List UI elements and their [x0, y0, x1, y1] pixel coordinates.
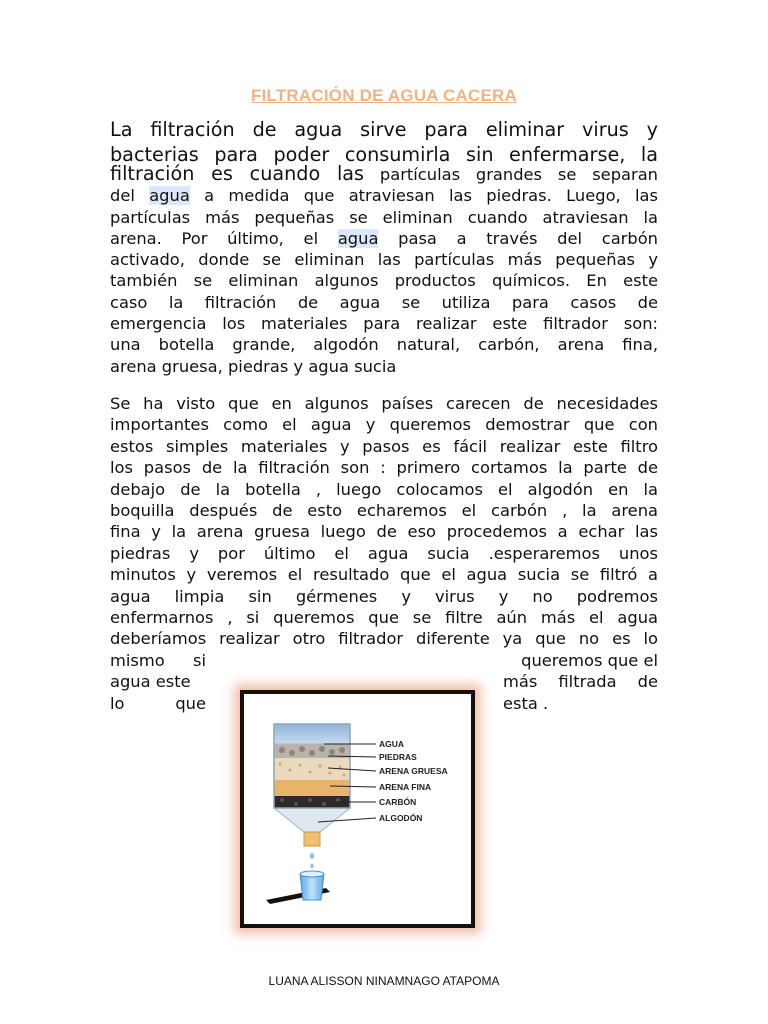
highlighted-word: agua: [149, 186, 190, 206]
label-algodon: ALGODÓN: [379, 813, 423, 823]
paragraph-line: importantes como el agua y queremos demostrar que con: [110, 415, 658, 435]
author-footer: LUANA ALISSON NINAMNAGO ATAPOMA: [268, 974, 500, 988]
paragraph-text: arena. Por último, el: [110, 228, 338, 248]
paragraph-text: queremos que el: [521, 650, 658, 670]
water-filter-figure: [240, 690, 475, 928]
paragraph-text: más filtrada de: [503, 672, 658, 692]
water-filter-bottle-illustration: [244, 694, 471, 924]
paragraph-line: Se ha visto que en algunos países carecen de necesidades: [110, 394, 658, 413]
paragraph-1-body: [110, 162, 658, 377]
paragraph-line: La filtración de agua sirve para eliminar virus y: [110, 118, 658, 141]
label-carbon: CARBÓN: [379, 797, 417, 807]
paragraph-line: agua limpia sin gérmenes y virus y no podremos: [110, 586, 658, 606]
paragraph-line-mixed: [110, 163, 658, 185]
label-arena-gruesa: ARENA GRUESA: [379, 766, 448, 776]
paragraph-text: lo: [110, 693, 125, 713]
paragraph-text: si: [192, 650, 206, 670]
water-glass-icon: [266, 871, 330, 904]
label-arena-fina: ARENA FINA: [379, 782, 432, 792]
paragraph-text: pasa a través del carbón: [378, 228, 658, 248]
paragraph-text: agua este: [110, 672, 191, 692]
paragraph-line: enfermarnos , si queremos que se filtre aún más el agua: [110, 608, 658, 628]
paragraph-text: partículas grandes se separan: [364, 165, 658, 184]
paragraph-text: a medida que atraviesan las piedras. Luego, las: [189, 186, 658, 206]
paragraph-text: filtración es cuando las: [110, 162, 365, 185]
paragraph-2: [110, 393, 658, 714]
paragraph-line: también se eliminan algunos productos químicos. En este: [110, 271, 658, 291]
paragraph-line: [110, 185, 658, 206]
paragraph-line: deberíamos realizar otro filtrador diferente ya que no es lo: [110, 629, 658, 649]
paragraph-line: [110, 228, 658, 249]
paragraph-line: activado, donde se eliminan las partículas más pequeñas y: [110, 250, 658, 270]
paragraph-line: una botella grande, algodón natural, carbón, arena fina,: [110, 335, 658, 355]
highlighted-word: agua: [337, 228, 379, 248]
wrap-left: [110, 693, 206, 714]
paragraph-line: boquilla después de esto echaremos el carbón , la arena: [110, 501, 658, 521]
paragraph-line: debajo de la botella , luego colocamos el algodón en la: [110, 479, 658, 499]
paragraph-1-intro: [110, 117, 658, 167]
paragraph-text: que: [175, 693, 206, 713]
wrapped-line: [110, 650, 658, 671]
paragraph-line: caso la filtración de agua se utiliza para casos de: [110, 292, 658, 312]
paragraph-line: emergencia los materiales para realizar este filtrador son:: [110, 314, 658, 334]
paragraph-line: partículas más pequeñas se eliminan cuando atraviesan la: [110, 207, 658, 227]
paragraph-line: los pasos de la filtración son : primero cortamos la parte de: [110, 458, 658, 478]
paragraph-text: del: [110, 186, 150, 206]
label-piedras: PIEDRAS: [379, 752, 417, 762]
paragraph-text: mismo: [110, 650, 165, 670]
wrap-left: [110, 650, 206, 671]
document-title: FILTRACIÓN DE AGUA CACERA: [251, 86, 517, 105]
paragraph-text: esta .: [503, 693, 549, 713]
paragraph-line: minutos y veremos el resultado que el agua sucia se filtró a: [110, 565, 658, 585]
paragraph-line: piedras y por último el agua sucia .esperaremos unos: [110, 543, 658, 563]
paragraph-line: bacterias para poder consumirla sin enfermarse, la: [110, 143, 658, 166]
label-agua: AGUA: [379, 739, 405, 749]
paragraph-line: estos simples materiales y pasos es fácil realizar este filtro: [110, 436, 658, 456]
paragraph-line: arena gruesa, piedras y agua sucia: [110, 356, 397, 376]
paragraph-line: fina y la arena gruesa luego de eso procedemos a echar las: [110, 522, 658, 542]
